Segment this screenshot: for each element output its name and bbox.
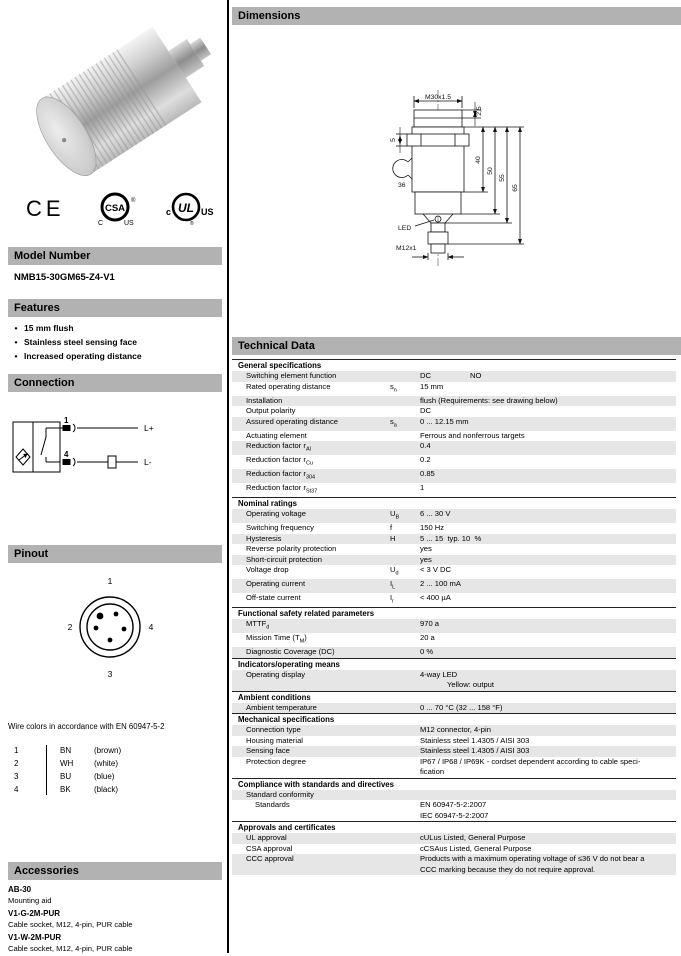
ce-mark-text: CE [26, 196, 65, 221]
feature-item [8, 321, 218, 335]
spec-symbol [390, 800, 420, 821]
spec-value-line: 150 Hz [420, 523, 445, 533]
spec-value-line: < 400 µA [420, 593, 451, 603]
spec-label: Housing material [246, 735, 303, 745]
spec-row [232, 406, 676, 417]
spec-value [420, 800, 676, 821]
wire-code: WH [60, 759, 74, 768]
spec-symbol: $s_a$ [390, 416, 397, 429]
spec-symbol: f [390, 523, 393, 533]
spec-symbol [390, 757, 420, 778]
spec-value [420, 544, 676, 555]
spec-value-line: 1 [420, 483, 425, 493]
spec-section-header: Nominal ratings [232, 497, 676, 509]
spec-label: $MTTF_d$ [246, 619, 270, 631]
spec-row [232, 790, 676, 801]
features-header: Features [8, 299, 222, 317]
spec-label: Diagnostic Coverage (DC) [246, 647, 335, 657]
spec-label: Switching frequency [246, 523, 314, 533]
spec-row [232, 757, 676, 778]
spec-row [232, 593, 676, 607]
product-photo [10, 12, 212, 192]
spec-value [420, 633, 676, 647]
load-symbol [108, 456, 116, 468]
feature-text: 15 mm flush [24, 323, 74, 333]
spec-value-2: NO [470, 371, 482, 380]
spec-value-line: 5 ... 15 typ. 10 % [420, 533, 482, 543]
spec-label: Switching element function [246, 371, 337, 380]
spec-symbol [390, 647, 420, 658]
spec-symbol [390, 441, 420, 455]
spec-value-line: < 3 V DC [420, 565, 452, 575]
dimension-drawing [378, 82, 543, 277]
accessory-model: V1-W-2M-PUR [8, 933, 62, 942]
dim-thread-label: M30x1.5 [424, 94, 452, 101]
pinout-diagram [40, 572, 185, 687]
spec-value [420, 757, 676, 778]
spec-label: Operating voltage [246, 509, 306, 519]
sensor-box [13, 422, 60, 472]
spec-symbol [390, 619, 420, 633]
spec-row [232, 725, 676, 736]
ul-logo [166, 194, 214, 227]
spec-value-line: IP67 / IP68 / IP69K - cordset dependent according to cable speci- [420, 756, 641, 766]
pinout-pin1-label: 1 [107, 576, 113, 586]
sensor-cylinder [25, 12, 212, 185]
spec-value [420, 382, 676, 396]
spec-symbol [390, 833, 420, 844]
pinout-pin3-label: 3 [107, 669, 113, 679]
spec-value [420, 509, 676, 523]
accessory-item [8, 932, 220, 954]
pinout-pin4-label: 4 [148, 622, 154, 632]
model-number-header: Model Number [8, 247, 222, 265]
svg-text:®: ® [190, 221, 194, 227]
dim-50-label: 50 [487, 167, 494, 175]
wire-colors-table [14, 744, 194, 796]
spec-label: Reduction factor $r_{Cu}$ [246, 455, 313, 467]
spec-row [232, 647, 676, 658]
wire-pin: 3 [14, 772, 19, 781]
spec-symbol: H [390, 533, 396, 543]
wrench-icon [393, 160, 408, 178]
dim-65-label: 65 [512, 184, 519, 192]
dim-40-label: 40 [475, 156, 482, 164]
spec-label: Assured operating distance [246, 416, 339, 426]
accessory-description: Mounting aid [8, 896, 52, 905]
spec-row [232, 396, 676, 407]
spec-value-line: DC [420, 406, 431, 416]
spec-label: Rated operating distance [246, 381, 331, 391]
wire-row [14, 783, 194, 796]
spec-value-line: Stainless steel 1.4305 / AISI 303 [420, 735, 530, 745]
spec-section-header: Mechanical specifications [232, 713, 676, 725]
accessory-description: Cable socket, M12, 4-pin, PUR cable [8, 944, 133, 953]
accessory-description: Cable socket, M12, 4-pin, PUR cable [8, 920, 133, 929]
spec-row [232, 371, 676, 382]
spec-symbol [390, 854, 420, 875]
spec-label: Short-circuit protection [246, 554, 322, 564]
wire-pin: 4 [14, 785, 19, 794]
svg-text:UL: UL [178, 201, 194, 215]
spec-value [420, 455, 676, 469]
spec-label: Voltage drop [246, 565, 289, 575]
spec-symbol [390, 483, 420, 497]
spec-value-line: cULus Listed, General Purpose [420, 833, 526, 843]
inductive-sensor-symbol [16, 449, 30, 465]
spec-value [420, 703, 676, 714]
spec-row [232, 523, 676, 534]
spec-value [420, 790, 676, 801]
spec-value [420, 593, 676, 607]
spec-symbol: $U_d$ [390, 565, 399, 577]
bullet-icon: • [14, 337, 18, 347]
feature-item [8, 349, 218, 363]
spec-value [420, 406, 676, 417]
feature-item [8, 335, 218, 349]
spec-label: Sensing face [246, 746, 290, 756]
spec-row [232, 431, 676, 442]
spec-label: Output polarity [246, 406, 296, 416]
spec-value [420, 469, 676, 483]
spec-symbol [390, 469, 420, 483]
spec-label: Mission Time $(T_M)$ [246, 633, 307, 645]
dim-wrench-size-label: 36 [398, 182, 406, 189]
spec-symbol [390, 455, 420, 469]
spec-value-line: Ferrous and nonferrous targets [420, 430, 525, 440]
spec-symbol [390, 746, 420, 757]
wire-pin: 2 [14, 759, 19, 768]
spec-row [232, 469, 676, 483]
spec-label: Operating display [246, 669, 306, 679]
spec-row [232, 736, 676, 747]
spec-symbol [390, 406, 420, 417]
spec-value-line: 0.4 [420, 441, 431, 451]
spec-value-line: 970 a [420, 619, 440, 629]
spec-value-line: EN 60947-5-2:2007 [420, 800, 487, 810]
spec-row [232, 833, 676, 844]
spec-value [420, 579, 676, 593]
spec-value [420, 417, 676, 431]
keyway-dot [97, 613, 104, 620]
svg-text:®: ® [131, 198, 136, 204]
spec-symbol: $s_n$ [390, 381, 397, 394]
spec-label: Reduction factor $r_{304}$ [246, 469, 316, 481]
spec-value-line: 2 ... 100 mA [420, 579, 461, 589]
spec-row [232, 555, 676, 566]
svg-text:US: US [201, 207, 214, 217]
spec-value-line: fication [420, 767, 445, 777]
wire-row [14, 757, 194, 770]
spec-value [420, 854, 676, 875]
column-divider [227, 0, 229, 953]
feature-text: Stainless steel sensing face [24, 337, 137, 347]
spec-value [420, 396, 676, 407]
spec-value-line: DC NO [420, 371, 482, 380]
accessory-item [8, 908, 220, 930]
technical-data-header: Technical Data [232, 337, 681, 355]
dim-m12-label: M12x1 [396, 245, 417, 252]
spec-row [232, 509, 676, 523]
lminus-label: L- [144, 457, 152, 467]
wire-color-name: (blue) [94, 772, 115, 781]
spec-value [420, 534, 676, 545]
spec-value-line: cCSAus Listed, General Purpose [420, 843, 532, 853]
spec-section-header: Functional safety related parameters [232, 607, 676, 619]
svg-text:C: C [98, 220, 104, 227]
spec-symbol [390, 725, 420, 736]
spec-value [420, 441, 676, 455]
wire-pin: 1 [14, 746, 19, 755]
spec-value [420, 725, 676, 736]
spec-section-header: Indicators/operating means [232, 658, 676, 670]
spec-value-line: CCC marking because they do not require approval. [420, 864, 596, 874]
spec-row [232, 417, 676, 431]
spec-label: Actuating element [246, 430, 307, 440]
switch-symbol [41, 428, 46, 462]
spec-symbol: $I_r$ [390, 593, 394, 605]
spec-value [420, 371, 676, 382]
spec-section-header: Compliance with standards and directives [232, 778, 676, 790]
spec-symbol [390, 396, 420, 407]
spec-label: Standard conformity [246, 789, 314, 799]
spec-row [232, 455, 676, 469]
spec-label: Off-state current [246, 593, 301, 603]
spec-symbol [390, 736, 420, 747]
spec-value [420, 670, 676, 691]
spec-symbol [390, 431, 420, 442]
wire-color-name: (black) [94, 785, 119, 794]
spec-value [420, 565, 676, 579]
wire-colors-note: Wire colors in accordance with EN 60947-5-2 [8, 722, 165, 731]
spec-symbol [390, 544, 420, 555]
spec-value [420, 523, 676, 534]
spec-row [232, 670, 676, 691]
pin4-label: 4 [64, 450, 69, 459]
spec-symbol [390, 670, 420, 691]
wire-code: BU [60, 772, 72, 781]
ce-mark-logo [26, 196, 65, 221]
wire-color-name: (brown) [94, 746, 122, 755]
svg-text:US: US [124, 220, 134, 227]
spec-value-line: 20 a [420, 633, 435, 643]
spec-value [420, 619, 676, 633]
spec-value [420, 844, 676, 855]
spec-section-header: Approvals and certificates [232, 821, 676, 833]
accessory-item [8, 884, 220, 906]
spec-value-line: 0.85 [420, 469, 435, 479]
spec-symbol [390, 844, 420, 855]
spec-label: Connection type [246, 725, 301, 735]
spec-value-line: M12 connector, 4-pin [420, 725, 491, 735]
wire-row [14, 770, 194, 783]
spec-value-line: Yellow: output [447, 680, 495, 690]
connection-header: Connection [8, 374, 222, 392]
model-number-value: NMB15-30GM65-Z4-V1 [14, 272, 115, 283]
wire-code: BN [60, 746, 72, 755]
spec-row [232, 579, 676, 593]
spec-value-line: 0 ... 70 °C (32 ... 158 °F) [420, 702, 503, 712]
technical-data-table [232, 359, 676, 875]
dim-led-label: LED [398, 225, 412, 232]
spec-value [420, 736, 676, 747]
spec-value-line: 0 % [420, 647, 434, 657]
dim-55-label: 55 [499, 174, 506, 182]
spec-label: Hysteresis [246, 533, 282, 543]
spec-label: CSA approval [246, 843, 293, 853]
connection-diagram [8, 415, 178, 490]
spec-row [232, 844, 676, 855]
spec-row [232, 746, 676, 757]
pin1-label: 1 [64, 416, 69, 425]
spec-row [232, 441, 676, 455]
spec-symbol [390, 371, 420, 382]
dim-2-5-label: 2,5 [476, 106, 483, 116]
spec-value [420, 431, 676, 442]
spec-label: Protection degree [246, 756, 306, 766]
spec-value-line: 6 ... 30 V [420, 509, 451, 519]
pinout-pin2-label: 2 [67, 622, 73, 632]
spec-row [232, 544, 676, 555]
accessories-list [8, 884, 220, 956]
spec-value-line: 0 ... 12.15 mm [420, 416, 469, 426]
spec-symbol [390, 703, 420, 714]
csa-logo [98, 194, 136, 227]
wire-color-name: (white) [94, 759, 119, 768]
spec-row [232, 854, 676, 875]
spec-value [420, 833, 676, 844]
spec-value-line: IEC 60947-5-2:2007 [420, 810, 489, 820]
spec-value-line: yes [420, 544, 432, 554]
spec-value [420, 555, 676, 566]
spec-row [232, 800, 676, 821]
features-list [8, 321, 218, 363]
spec-value-line: yes [420, 554, 432, 564]
spec-label: Ambient temperature [246, 702, 317, 712]
bullet-icon: • [14, 351, 18, 361]
spec-value-line: 4-way LED [420, 669, 458, 679]
spec-label: Reduction factor $r_{Al}$ [246, 441, 311, 453]
dimensions-header: Dimensions [232, 7, 681, 25]
spec-symbol: $U_B$ [390, 509, 400, 521]
spec-label: Operating current [246, 579, 306, 589]
spec-label: UL approval [246, 833, 287, 843]
pinout-header: Pinout [8, 545, 222, 563]
certification-logos [14, 190, 214, 228]
spec-row [232, 382, 676, 396]
feature-text: Increased operating distance [24, 351, 142, 361]
spec-row [232, 703, 676, 714]
connector-pins [94, 612, 127, 643]
accessory-model: V1-G-2M-PUR [8, 909, 61, 918]
spec-row [232, 483, 676, 497]
spec-row [232, 619, 676, 633]
bullet-icon: • [14, 323, 18, 333]
spec-row [232, 565, 676, 579]
spec-value [420, 483, 676, 497]
spec-value [420, 746, 676, 757]
svg-text:c: c [166, 207, 172, 217]
spec-value-line: 15 mm [420, 381, 444, 391]
accessories-header: Accessories [8, 862, 222, 880]
dim-5-label: 5 [390, 138, 397, 142]
spec-section-header: Ambient conditions [232, 691, 676, 703]
spec-value-line: flush (Requirements: see drawing below) [420, 395, 558, 405]
spec-label: Standards [255, 800, 290, 810]
lplus-label: L+ [144, 423, 154, 433]
spec-row [232, 633, 676, 647]
spec-symbol [390, 555, 420, 566]
wire-row [14, 744, 194, 757]
spec-row [232, 534, 676, 545]
spec-section-header: General specifications [232, 359, 676, 371]
wire-code: BK [60, 785, 71, 794]
svg-text:CSA: CSA [104, 203, 126, 214]
spec-label: CCC approval [246, 854, 294, 864]
accessory-model: AB-30 [8, 885, 32, 894]
spec-symbol [390, 633, 420, 647]
spec-label: Reduction factor $r_{St37}$ [246, 483, 318, 495]
spec-label: Reverse polarity protection [246, 544, 337, 554]
spec-value [420, 647, 676, 658]
spec-value-line: 0.2 [420, 455, 431, 465]
wire-table-divider [46, 745, 47, 795]
spec-label: Installation [246, 395, 283, 405]
spec-value-line: Products with a maximum operating voltage of ≤36 V do not bear a [420, 854, 645, 864]
spec-symbol: $I_L$ [390, 579, 396, 591]
spec-value-line: Stainless steel 1.4305 / AISI 303 [420, 746, 530, 756]
spec-value-line [420, 790, 676, 801]
spec-symbol [390, 790, 420, 801]
